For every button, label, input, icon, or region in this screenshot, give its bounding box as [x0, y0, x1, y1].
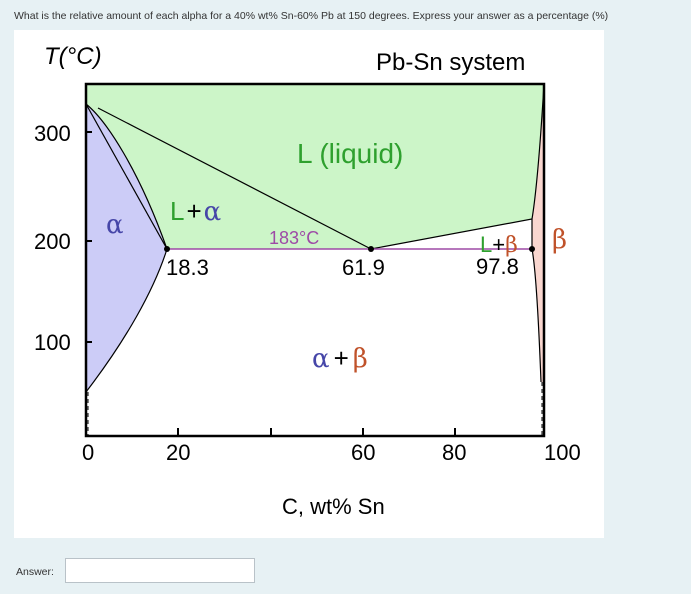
x-axis-title: C, wt% Sn — [282, 494, 385, 519]
eutectic-composition-label: 61.9 — [342, 255, 385, 280]
x-tick-label-100: 100 — [544, 440, 581, 465]
liquid-alpha-plus: + — [186, 196, 202, 226]
liquid-beta-beta: β — [505, 233, 518, 258]
x-tick-label-60: 60 — [351, 440, 376, 465]
question-text: What is the relative amount of each alpha for a 40% wt% Sn-60% Pb at 150 degrees. Express your answer as a percentage (%) — [14, 10, 609, 22]
x-tick-label-0: 0 — [82, 440, 95, 465]
alpha-region-label: α — [106, 210, 124, 240]
x-tick-label-20: 20 — [166, 440, 191, 465]
liquid-alpha-region-label — [170, 196, 221, 227]
liquid-alpha-l: L — [170, 196, 185, 226]
beta-min-composition-label: 97.8 — [476, 254, 519, 279]
answer-label: Answer: — [16, 566, 54, 578]
liquid-alpha-alpha: α — [203, 197, 222, 227]
beta-region-label: β — [552, 225, 568, 255]
alpha-beta-plus: + — [333, 343, 349, 373]
alpha-beta-region-label — [312, 343, 368, 374]
eutectic-point-beta — [529, 246, 535, 252]
liquid-beta-l: L — [480, 232, 493, 257]
y-tick-label-200: 200 — [34, 229, 71, 254]
liquid-beta-plus: + — [492, 232, 506, 257]
phase-diagram-figure — [14, 30, 604, 538]
liquid-region-label: L (liquid) — [297, 138, 404, 169]
y-tick-label-300: 300 — [34, 121, 71, 146]
y-tick-label-100: 100 — [34, 330, 71, 355]
phase-diagram-svg — [14, 30, 604, 538]
eutectic-point — [368, 246, 374, 252]
alpha-beta-alpha: α — [312, 344, 330, 374]
alpha-max-composition-label: 18.3 — [166, 255, 209, 280]
answer-input[interactable] — [65, 558, 255, 583]
y-axis-title: T(°C) — [44, 43, 102, 70]
eutectic-temperature-label: 183°C — [269, 228, 320, 248]
eutectic-point-alpha — [164, 246, 170, 252]
system-title: Pb-Sn system — [376, 49, 526, 76]
x-tick-label-80: 80 — [442, 440, 467, 465]
alpha-beta-beta: β — [352, 344, 368, 374]
